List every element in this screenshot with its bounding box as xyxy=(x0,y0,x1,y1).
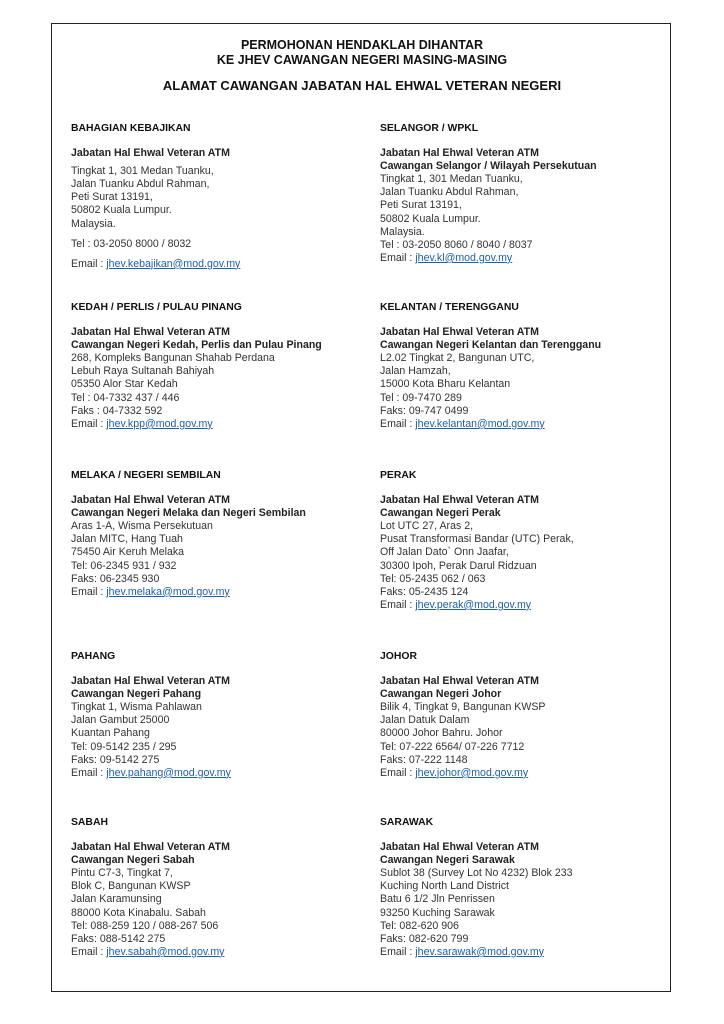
address-line: 268, Kompleks Bangunan Shahab Perdana xyxy=(71,352,275,365)
email-row xyxy=(380,946,660,959)
region-title: KEDAH / PERLIS / PULAU PINANG xyxy=(71,302,242,313)
branch-name: Cawangan Negeri Johor xyxy=(380,688,502,701)
email-link[interactable]: jhev.sabah@mod.gov.my xyxy=(106,945,225,958)
region-title: SABAH xyxy=(71,817,108,828)
org-name: Jabatan Hal Ehwal Veteran ATM xyxy=(71,147,230,160)
block-sabah xyxy=(71,816,351,959)
block-kelantan xyxy=(380,301,660,431)
address-line: Batu 6 1/2 Jln Penrissen xyxy=(380,893,495,906)
email-label: Email : xyxy=(380,417,416,430)
branch-name: Cawangan Negeri Kedah, Perlis dan Pulau Pinang xyxy=(71,339,322,352)
org-name: Jabatan Hal Ehwal Veteran ATM xyxy=(380,494,539,507)
fax-line: Faks : 04-7332 592 xyxy=(71,404,163,417)
address-line: Lebuh Raya Sultanah Bahiyah xyxy=(71,365,215,378)
email-label: Email : xyxy=(71,766,107,779)
email-link[interactable]: jhev.kpp@mod.gov.my xyxy=(106,417,213,430)
address-line: Jalan Datuk Dalam xyxy=(380,714,470,727)
header-line-1: PERMOHONAN HENDAKLAH DIHANTAR xyxy=(240,38,484,52)
address-line: 15000 Kota Bharu Kelantan xyxy=(380,378,511,391)
email-label: Email : xyxy=(380,598,416,611)
fax-line: Faks: 05-2435 124 xyxy=(380,585,469,598)
tel-line: Tel: 09-5142 235 / 295 xyxy=(71,740,177,753)
fax-line: Faks: 088-5142 275 xyxy=(71,932,166,945)
tel-line: Tel: 07-222 6564/ 07-226 7712 xyxy=(380,740,525,753)
email-row xyxy=(380,767,660,780)
branch-name: Cawangan Negeri Sarawak xyxy=(380,854,515,867)
region-title: BAHAGIAN KEBAJIKAN xyxy=(71,123,191,134)
address-line: 30300 Ipoh, Perak Darul Ridzuan xyxy=(380,559,537,572)
address-line: Kuching North Land District xyxy=(380,880,509,893)
block-johor xyxy=(380,650,660,780)
address-line: 93250 Kuching Sarawak xyxy=(380,906,495,919)
fax-line: Faks: 09-747 0499 xyxy=(380,404,469,417)
address-line: Tingkat 1, Wisma Pahlawan xyxy=(71,701,202,714)
header-line-2: KE JHEV CAWANGAN NEGERI MASING-MASING xyxy=(216,53,508,67)
branch-name: Cawangan Negeri Melaka dan Negeri Sembilan xyxy=(71,507,306,520)
email-row xyxy=(71,586,351,599)
email-label: Email : xyxy=(380,945,416,958)
fax-line: Faks: 06-2345 930 xyxy=(71,572,160,585)
org-name: Jabatan Hal Ehwal Veteran ATM xyxy=(380,675,539,688)
address-line: L2.02 Tingkat 2, Bangunan UTC, xyxy=(380,352,535,365)
region-title: PAHANG xyxy=(71,651,116,662)
org-name: Jabatan Hal Ehwal Veteran ATM xyxy=(380,147,539,160)
email-row xyxy=(380,252,660,265)
region-title: SELANGOR / WPKL xyxy=(380,123,479,134)
fax-line: Faks: 082-620 799 xyxy=(380,932,469,945)
org-name: Jabatan Hal Ehwal Veteran ATM xyxy=(380,841,539,854)
region-title: JOHOR xyxy=(380,651,417,662)
address-line: 50802 Kuala Lumpur. xyxy=(71,204,172,217)
tel-line: Tel: 06-2345 931 / 932 xyxy=(71,559,177,572)
address-line: Jalan Tuanku Abdul Rahman, xyxy=(380,186,519,199)
tel-line: Tel : 03-2050 8060 / 8040 / 8037 xyxy=(380,238,533,251)
address-line: Malaysia. xyxy=(380,225,425,238)
email-label: Email : xyxy=(71,257,107,270)
email-link[interactable]: jhev.kelantan@mod.gov.my xyxy=(415,417,545,430)
email-row xyxy=(71,767,351,780)
branch-name: Cawangan Selangor / Wilayah Persekutuan xyxy=(380,160,597,173)
email-link[interactable]: jhev.kebajikan@mod.gov.my xyxy=(106,257,241,270)
address-line: Pusat Transformasi Bandar (UTC) Perak, xyxy=(380,533,574,546)
block-melaka xyxy=(71,469,351,599)
branch-name: Cawangan Negeri Pahang xyxy=(71,688,202,701)
block-kebajikan xyxy=(71,122,351,271)
address-line: Jalan MITC, Hang Tuah xyxy=(71,533,183,546)
block-sarawak xyxy=(380,816,660,959)
address-line: Lot UTC 27, Aras 2, xyxy=(380,520,474,533)
org-name: Jabatan Hal Ehwal Veteran ATM xyxy=(380,326,539,339)
address-line: Blok C, Bangunan KWSP xyxy=(71,880,191,893)
email-label: Email : xyxy=(380,251,416,264)
email-row xyxy=(380,418,660,431)
email-link[interactable]: jhev.johor@mod.gov.my xyxy=(415,766,529,779)
org-name: Jabatan Hal Ehwal Veteran ATM xyxy=(71,494,230,507)
fax-line: Faks: 07-222 1148 xyxy=(380,753,468,766)
address-line: Peti Surat 13191, xyxy=(71,191,153,204)
email-link[interactable]: jhev.perak@mod.gov.my xyxy=(415,598,532,611)
header-line-3: ALAMAT CAWANGAN JABATAN HAL EHWAL VETERAN NEGERI xyxy=(162,78,562,93)
block-perak xyxy=(380,469,660,612)
address-line: Jalan Tuanku Abdul Rahman, xyxy=(71,178,210,191)
tel-line: Tel: 088-259 120 / 088-267 506 xyxy=(71,919,219,932)
region-title: KELANTAN / TERENGGANU xyxy=(380,302,519,313)
address-line: Peti Surat 13191, xyxy=(380,199,462,212)
address-line: Jalan Hamzah, xyxy=(380,365,451,378)
email-label: Email : xyxy=(71,585,107,598)
address xyxy=(71,165,351,230)
region-title: MELAKA / NEGERI SEMBILAN xyxy=(71,470,221,481)
region-title: PERAK xyxy=(380,470,417,481)
tel-line: Tel : 03-2050 8000 / 8032 xyxy=(71,237,192,250)
email-label: Email : xyxy=(380,766,416,779)
block-kedah xyxy=(71,301,351,431)
branch-name: Cawangan Negeri Perak xyxy=(380,507,501,520)
address-line: Malaysia. xyxy=(71,217,116,230)
address-line: Jalan Karamunsing xyxy=(71,893,162,906)
address-line: 88000 Kota Kinabalu. Sabah xyxy=(71,906,206,919)
block-selangor xyxy=(380,122,660,265)
address-line: Sublot 38 (Survey Lot No 4232) Blok 233 xyxy=(380,867,573,880)
email-link[interactable]: jhev.sarawak@mod.gov.my xyxy=(415,945,545,958)
email-link[interactable]: jhev.kl@mod.gov.my xyxy=(415,251,513,264)
email-row xyxy=(71,418,351,431)
email-label: Email : xyxy=(71,417,107,430)
address-line: Pintu C7-3, Tingkat 7, xyxy=(71,867,173,880)
tel-line: Tel: 082-620 906 xyxy=(380,919,459,932)
address-line: 05350 Alor Star Kedah xyxy=(71,378,178,391)
fax-line: Faks: 09-5142 275 xyxy=(71,753,160,766)
address-line: Off Jalan Dato` Onn Jaafar, xyxy=(380,546,509,559)
block-pahang xyxy=(71,650,351,780)
address-line: Tingkat 1, 301 Medan Tuanku, xyxy=(380,173,523,186)
address-line: Aras 1-A, Wisma Persekutuan xyxy=(71,520,213,533)
email-row xyxy=(71,946,351,959)
org-name: Jabatan Hal Ehwal Veteran ATM xyxy=(71,841,230,854)
region-title: SARAWAK xyxy=(380,817,434,828)
email-link[interactable]: jhev.pahang@mod.gov.my xyxy=(106,766,231,779)
address-line: 75450 Air Keruh Melaka xyxy=(71,546,185,559)
address-line: Kuantan Pahang xyxy=(71,727,150,740)
tel-line: Tel : 09-7470 289 xyxy=(380,391,462,404)
address-line: Jalan Gambut 25000 xyxy=(71,714,170,727)
address-line: 80000 Johor Bahru. Johor xyxy=(380,727,503,740)
address-line: 50802 Kuala Lumpur. xyxy=(380,212,481,225)
email-link[interactable]: jhev.melaka@mod.gov.my xyxy=(106,585,230,598)
email-row xyxy=(380,599,660,612)
branch-name: Cawangan Negeri Kelantan dan Terengganu xyxy=(380,339,602,352)
branch-name: Cawangan Negeri Sabah xyxy=(71,854,195,867)
tel-line: Tel : 04-7332 437 / 446 xyxy=(71,391,180,404)
tel-line: Tel: 05-2435 062 / 063 xyxy=(380,572,486,585)
email-row xyxy=(71,258,351,271)
address-line: Bilik 4, Tingkat 9, Bangunan KWSP xyxy=(380,701,546,714)
address-line: Tingkat 1, 301 Medan Tuanku, xyxy=(71,165,214,178)
email-label: Email : xyxy=(71,945,107,958)
org-name: Jabatan Hal Ehwal Veteran ATM xyxy=(71,326,230,339)
org-name: Jabatan Hal Ehwal Veteran ATM xyxy=(71,675,230,688)
